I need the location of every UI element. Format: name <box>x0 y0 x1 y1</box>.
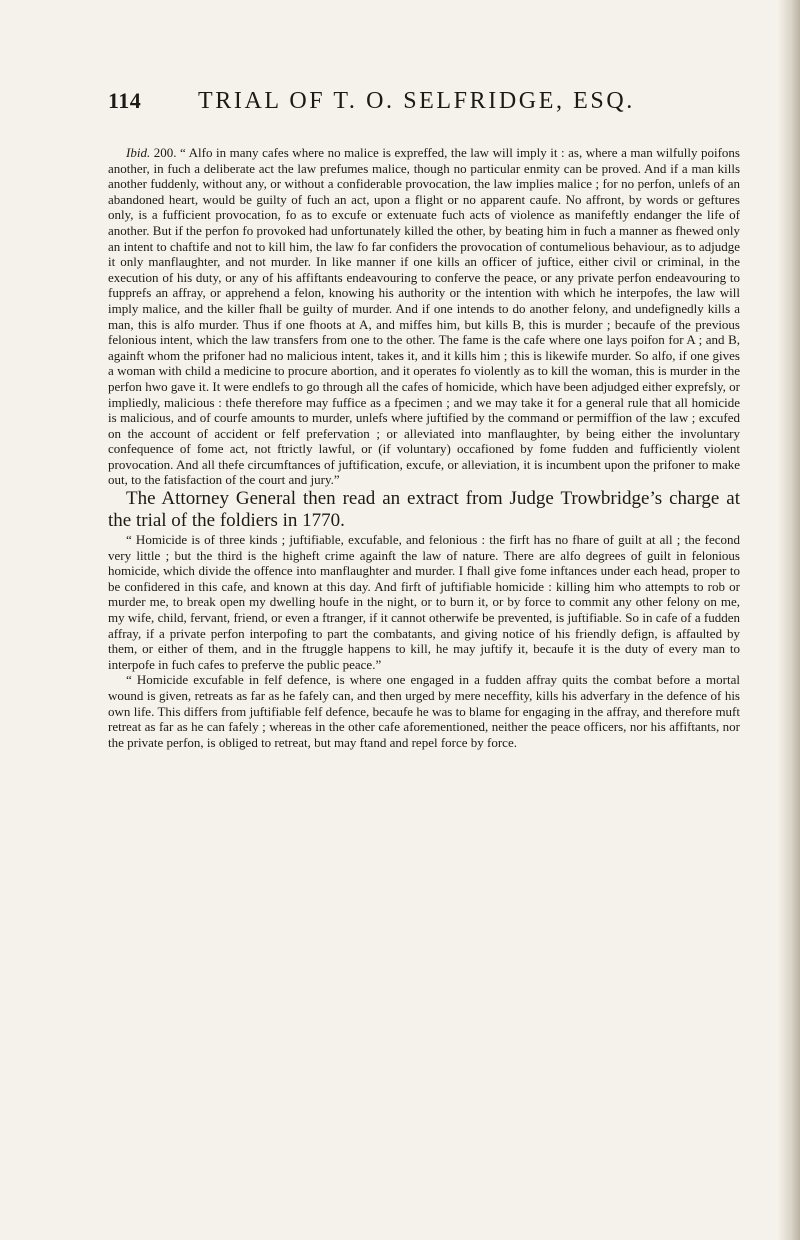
page-edge-shadow <box>778 0 800 1240</box>
paragraph-ibid-200 <box>108 145 740 488</box>
running-title: TRIAL OF T. O. SELFRIDGE, ESQ. <box>198 88 635 114</box>
paragraph-self-defence: “ Homicide excufable in felf defence, is where one engaged in a fudden affray quits the combat before a mortal wound is given, retreats as far as he fafely can, and then urged by mere neceffity, kills his adverfary in the defence of his own life. This differs from juftifiable felf defence, becaufe he was to blame for engaging in the affray, and therefore muft retreat as far as he can fafely ; whereas in the other cafe aforementioned, neither the peace officers, nor his affiftants, nor the private perfon, is obliged to retreat, but may ftand and repel force by force. <box>108 672 740 750</box>
paragraph-text: 200. “ Alfo in many cafes where no malice is expreffed, the law will imply it : as, where a man wilfully poifons another, in fuch a deliberate act the law prefumes malice, though no particular enmity can be proved. And if a man kills another fuddenly, without any, or without a confiderable provocation, the law implies malice ; for no perfon, unlefs of an abandoned heart, would be guilty of fuch an act, upon a flight or no apparent caufe. No affront, by words or geftures only, is a fufficient provocation, fo as to excufe or extenuate fuch acts of violence as manifeftly endanger the life of another. But if the perfon fo provoked had unfortunately killed the other, by beating him in fuch a manner as fhewed only an intent to chaftife and not to kill him, the law fo far confiders the provocation of contumelious behaviour, as to adjudge it only manflaughter, and not murder. In like manner if one kills an officer of juftice, either civil or criminal, in the execution of his duty, or any of his affiftants endeavouring to conferve the peace, or any private perfon endeavouring to fupprefs an affray, or apprehend a felon, knowing his authority or the intention with which he interpofes, the law will imply malice, and the killer fhall be guilty of murder. And if one intends to do another felony, and undefignedly kills a man, this is alfo murder. Thus if one fhoots at A, and miffes him, but kills B, this is murder ; becaufe of the previous felonious intent, which the law transfers from one to the other. The fame is the cafe where one lays poifon for A ; and B, againft whom the prifoner had no malicious intent, takes it, and it kills him ; this is likewife murder. So alfo, if one gives a woman with child a medicine to procure abortion, and it operates fo violently as to kill the woman, this is murder in the perfon hwo gave it. It were endlefs to go through all the cafes of homicide, which have been adjudged either exprefsly, or impliedly, malicious : thefe therefore may fuffice as a fpecimen ; and we may take it for a general rule that all homicide is malicious, and of courfe amounts to murder, unlefs where juftified by the command or permiffion of the law ; excufed on the account of accident or felf prefervation ; or alleviated into manflaughter, by being either the involuntary confequence of fome act, not ftrictly lawful, or (if voluntary) occafioned by fome fudden and fufficiently violent provocation. And all thefe circumftances of juftification, excufe, or alleviation, it is incumbent upon the prifoner to make out, to the fatisfaction of the court and jury.” <box>108 145 740 488</box>
paragraph-homicide-kinds: “ Homicide is of three kinds ; juftifiable, excufable, and felonious : the firft has no fhare of guilt at all ; the fecond very little ; but the third is the higheft crime againft the law of nature. There are alfo degrees of guilt in felonious homicide, which divide the offence into manflaughter and murder. I fhall give fome inftances under each head, proper to be confidered in this cafe, and known at this day. And firft of juftifiable homicide : killing him who attempts to rob or murder me, to break open my dwelling houfe in the night, or to burn it, or by force to commit any other felony on me, my wife, child, fervant, friend, or even a ftranger, if it cannot otherwife be prevented, is juftifiable. So in cafe of a fudden affray, if a private perfon interpofing to part the combatants, and giving notice of his friendly defign, is affaulted by them, or either of them, and in the ftruggle happens to kill, he may juftify it, becaufe it is the duty of every man to interpofe in fuch cafes to preferve the public peace.” <box>108 532 740 672</box>
attorney-general-statement <box>108 488 740 532</box>
page-header <box>108 88 728 126</box>
page-number: 114 <box>108 88 142 113</box>
page-body <box>108 145 740 750</box>
citation-ref: Ibid. <box>126 145 151 160</box>
statement-text: The Attorney General then read an extract from Judge Trowbridge’s charge at the trial of the foldiers in 1770. <box>108 488 740 532</box>
